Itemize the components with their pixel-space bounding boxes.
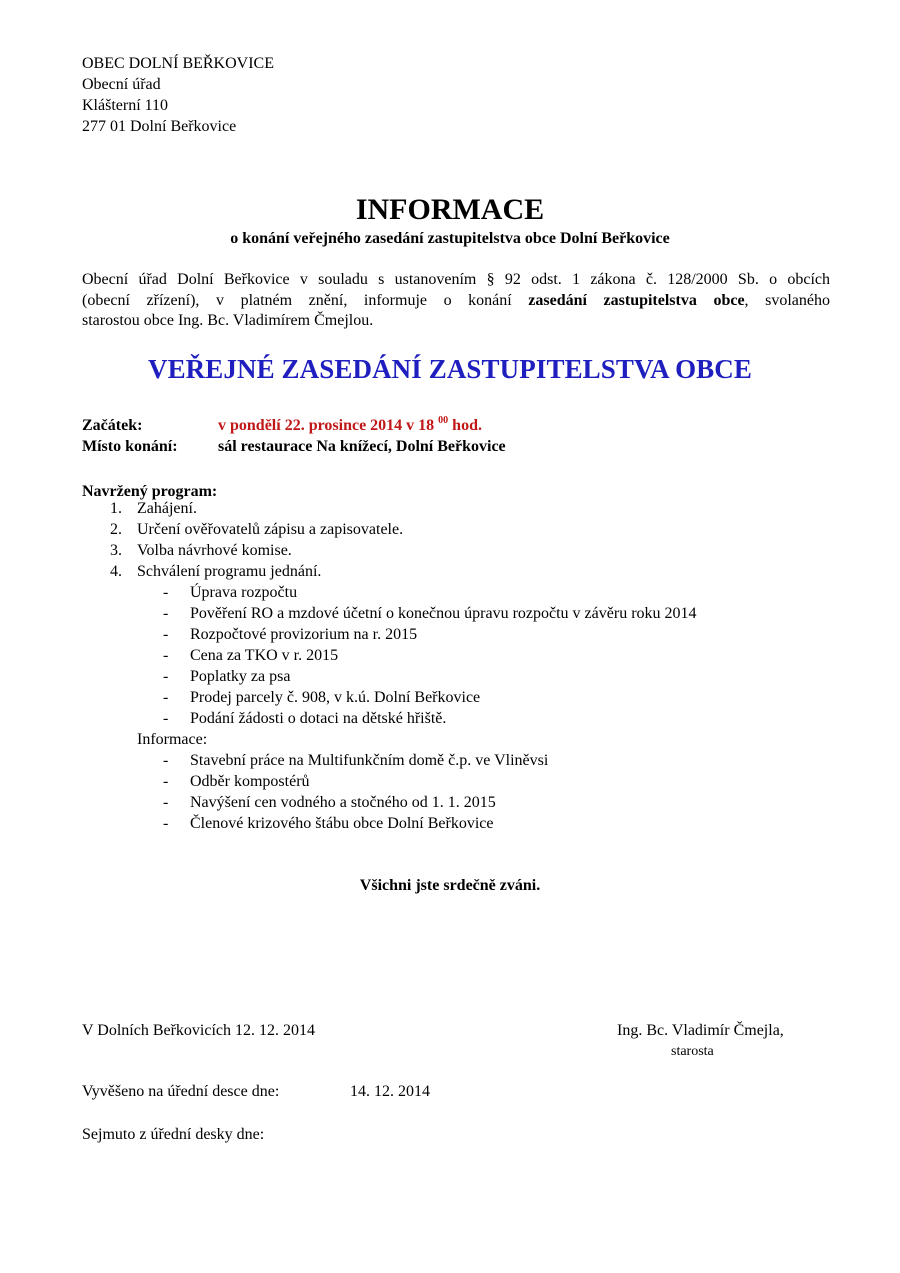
start-minutes: 00 [438,415,449,426]
dash-bullet: - [163,689,169,706]
list-item-text: Schválení programu jednání. [137,563,322,580]
dash-bullet: - [163,668,169,685]
dash-bullet: - [163,584,169,601]
document-title: INFORMACE [355,193,545,226]
dash-bullet: - [163,710,169,727]
dash-bullet: - [163,794,169,811]
intro-line-2 [82,291,830,312]
street-address: Klášterní 110 [82,97,169,114]
invitation-text: Všichni jste srdečně zváni. [359,877,541,894]
intro-line-2-post: , svolaného [744,291,830,309]
intro-paragraph [82,270,830,332]
sublist-item-text: Úprava rozpočtu [190,584,298,601]
sublist-item-text: Odběr kompostérů [190,773,310,790]
info-heading: Informace: [137,731,208,748]
sublist-item-text: Cena za TKO v r. 2015 [190,647,339,664]
start-label: Začátek: [82,417,143,434]
dash-bullet: - [163,626,169,643]
sublist-item-text: Stavební práce na Multifunkčním domě č.p. ve Vliněvsi [190,752,549,769]
place-and-date: V Dolních Beřkovicích 12. 12. 2014 [82,1022,316,1039]
dash-bullet: - [163,752,169,769]
list-item-number: 3. [110,542,122,559]
signatory-role: starosta [671,1044,714,1059]
list-item-text: Zahájení. [137,500,197,517]
list-item-number: 1. [110,500,122,517]
dash-bullet: - [163,605,169,622]
municipality-name: OBEC DOLNÍ BEŘKOVICE [82,55,274,72]
document-subtitle: o konání veřejného zasedání zastupitelstva obce Dolní Beřkovice [230,230,670,247]
intro-line-2-pre: (obecní zřízení), v platném znění, informuje o konání [82,291,529,309]
signatory-name: Ing. Bc. Vladimír Čmejla, [617,1022,784,1039]
list-item-text: Volba návrhové komise. [137,542,292,559]
program-heading: Navržený program: [82,483,218,500]
removed-label: Sejmuto z úřední desky dne: [82,1126,265,1143]
posted-label: Vyvěšeno na úřední desce dne: [82,1083,280,1100]
intro-line-3: starostou obce Ing. Bc. Vladimírem Čmejlou. [82,312,374,329]
start-suffix: hod. [448,417,482,434]
intro-line-1: Obecní úřad Dolní Beřkovice v souladu s ustanovením § 92 odst. 1 zákona č. 128/2000 Sb. o obcích [82,271,830,288]
sublist-item-text: Poplatky za psa [190,668,291,685]
start-value-text: v pondělí 22. prosince 2014 v 18 [218,417,435,434]
list-item-number: 2. [110,521,122,538]
intro-line-2-bold: zasedání zastupitelstva obce [528,291,745,309]
meeting-headline: VEŘEJNÉ ZASEDÁNÍ ZASTUPITELSTVA OBCE [147,354,753,384]
start-value [218,416,482,436]
list-item-text: Určení ověřovatelů zápisu a zapisovatele. [137,521,404,538]
sublist-item-text: Podání žádosti o dotaci na dětské hřiště. [190,710,447,727]
sublist-item-text: Rozpočtové provizorium na r. 2015 [190,626,418,643]
posted-date: 14. 12. 2014 [350,1083,430,1100]
sublist-item-text: Pověření RO a mzdové účetní o konečnou úpravu rozpočtu v závěru roku 2014 [190,605,697,622]
postal-address: 277 01 Dolní Beřkovice [82,118,237,135]
sublist-item-text: Navýšení cen vodného a stočného od 1. 1. 2015 [190,794,496,811]
place-value: sál restaurace Na knížecí, Dolní Beřkovice [218,438,506,455]
dash-bullet: - [163,773,169,790]
office-name: Obecní úřad [82,76,161,93]
dash-bullet: - [163,647,169,664]
sublist-item-text: Členové krizového štábu obce Dolní Beřkovice [190,815,494,832]
dash-bullet: - [163,815,169,832]
place-label: Místo konání: [82,438,178,455]
list-item-number: 4. [110,563,122,580]
sublist-item-text: Prodej parcely č. 908, v k.ú. Dolní Beřkovice [190,689,481,706]
